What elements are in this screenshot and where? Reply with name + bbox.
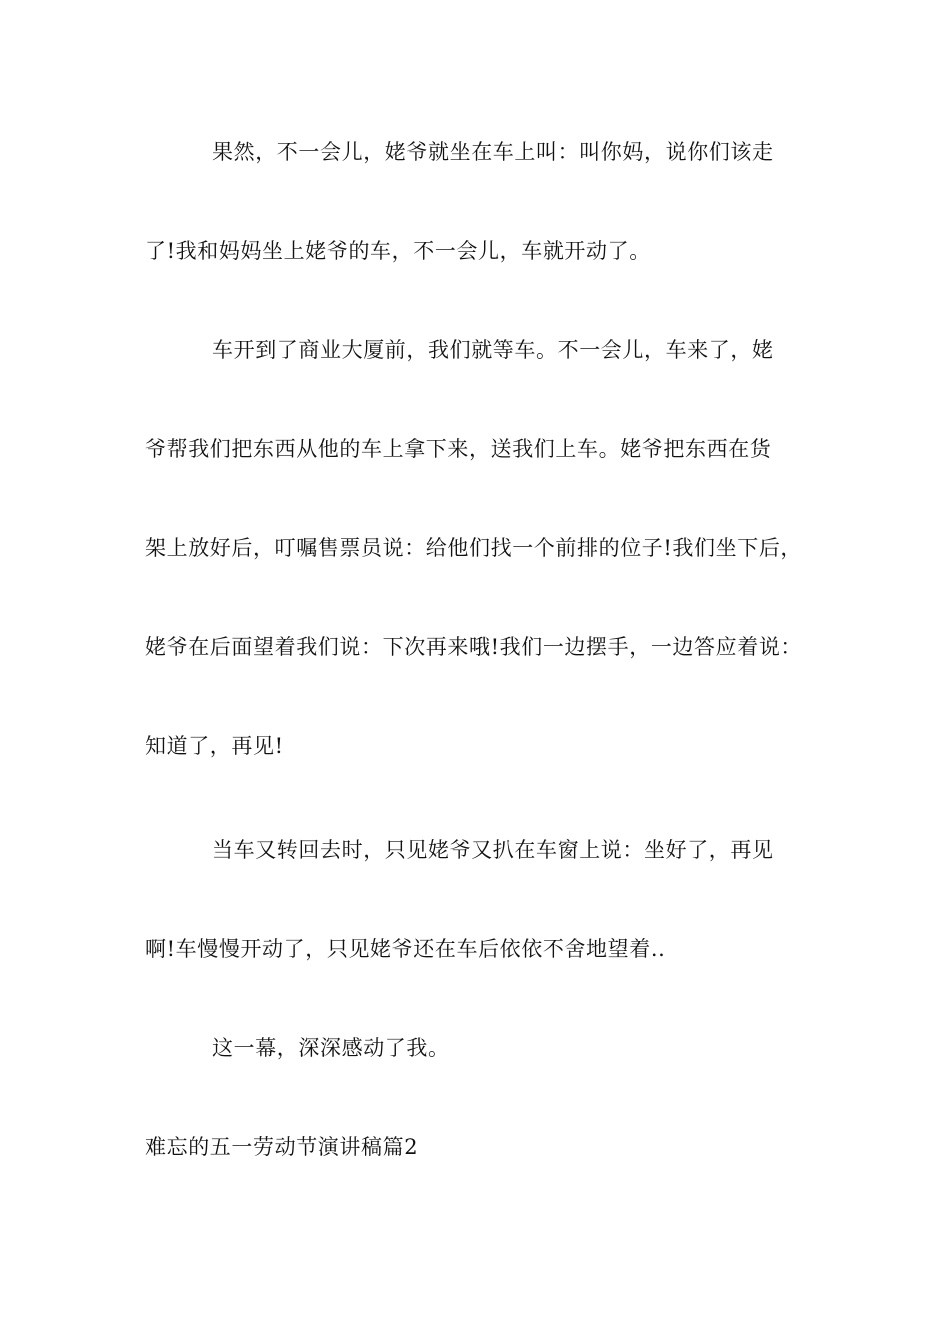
paragraph-2-line-5: 知道了，再见! [145,734,284,758]
paragraph-3-line-2: 啊!车慢慢开动了，只见姥爷还在车后依依不舍地望着.. [145,937,666,961]
section-heading: 难忘的五一劳动节演讲稿篇2 [145,1135,419,1159]
paragraph-1-line-1: 果然，不一会儿，姥爷就坐在车上叫：叫你妈，说你们该走 [212,140,774,164]
paragraph-2-line-4: 姥爷在后面望着我们说：下次再来哦!我们一边摆手，一边答应着说： [145,635,803,659]
paragraph-3-line-1: 当车又转回去时，只见姥爷又扒在车窗上说：坐好了，再见 [212,838,774,862]
paragraph-2-line-3: 架上放好后，叮嘱售票员说：给他们找一个前排的位子!我们坐下后， [145,536,803,560]
paragraph-2-line-1: 车开到了商业大厦前，我们就等车。不一会儿，车来了，姥 [212,338,774,362]
paragraph-2-line-2: 爷帮我们把东西从他的车上拿下来，送我们上车。姥爷把东西在货 [145,437,772,461]
paragraph-4-line-1: 这一幕，深深感动了我。 [212,1036,450,1060]
paragraph-1-line-2: 了!我和妈妈坐上姥爷的车，不一会儿，车就开动了。 [145,239,651,263]
